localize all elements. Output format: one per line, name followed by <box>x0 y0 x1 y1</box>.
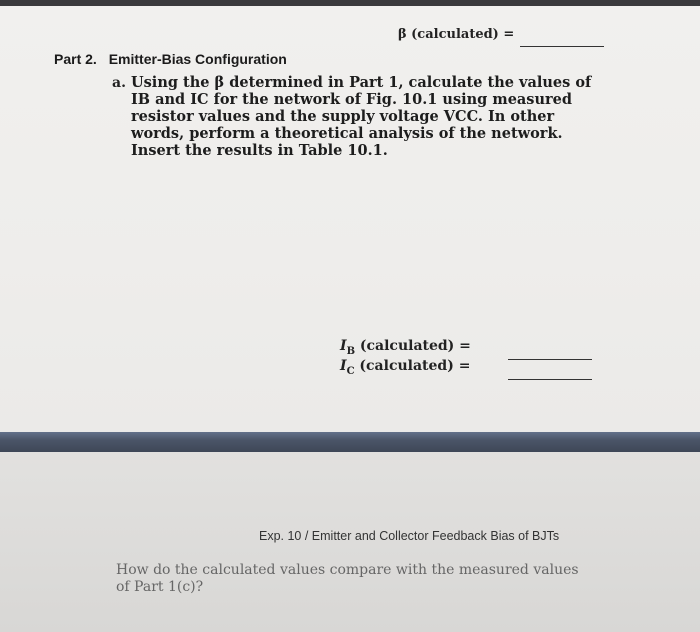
beta-answer-blank[interactable] <box>520 46 604 47</box>
ib-label-text: (calculated) = <box>355 338 471 354</box>
ib-symbol: I <box>340 338 347 354</box>
part-heading <box>54 51 287 67</box>
item-marker: a. <box>112 75 126 91</box>
ib-calculated-label <box>340 338 471 357</box>
part-number: Part 2. <box>54 51 97 67</box>
part-title: Emitter-Bias Configuration <box>108 51 287 67</box>
ic-answer-blank[interactable] <box>508 379 592 380</box>
ic-calculated-label <box>340 358 470 377</box>
page-binding-strip <box>0 432 700 452</box>
comparison-question: How do the calculated values compare with the measured values of Part 1(c)? <box>116 562 579 595</box>
ib-subscript: B <box>346 345 356 357</box>
ib-answer-blank[interactable] <box>508 359 592 360</box>
ic-symbol: I <box>340 358 347 374</box>
beta-calculated-label: β (calculated) = <box>398 27 515 42</box>
top-edge <box>0 0 700 6</box>
ic-subscript: C <box>346 365 355 377</box>
item-instructions: Using the β determined in Part 1, calculate the values of IB and IC for the network of Fig. 10.1 using measured resistor values and the supply voltage VCC. In other words, perform a theoretical analysis of the network. Insert the results in Table 10.1. <box>131 74 592 159</box>
ic-label-text: (calculated) = <box>354 358 471 374</box>
experiment-title: Exp. 10 / Emitter and Collector Feedback Bias of BJTs <box>259 529 560 543</box>
